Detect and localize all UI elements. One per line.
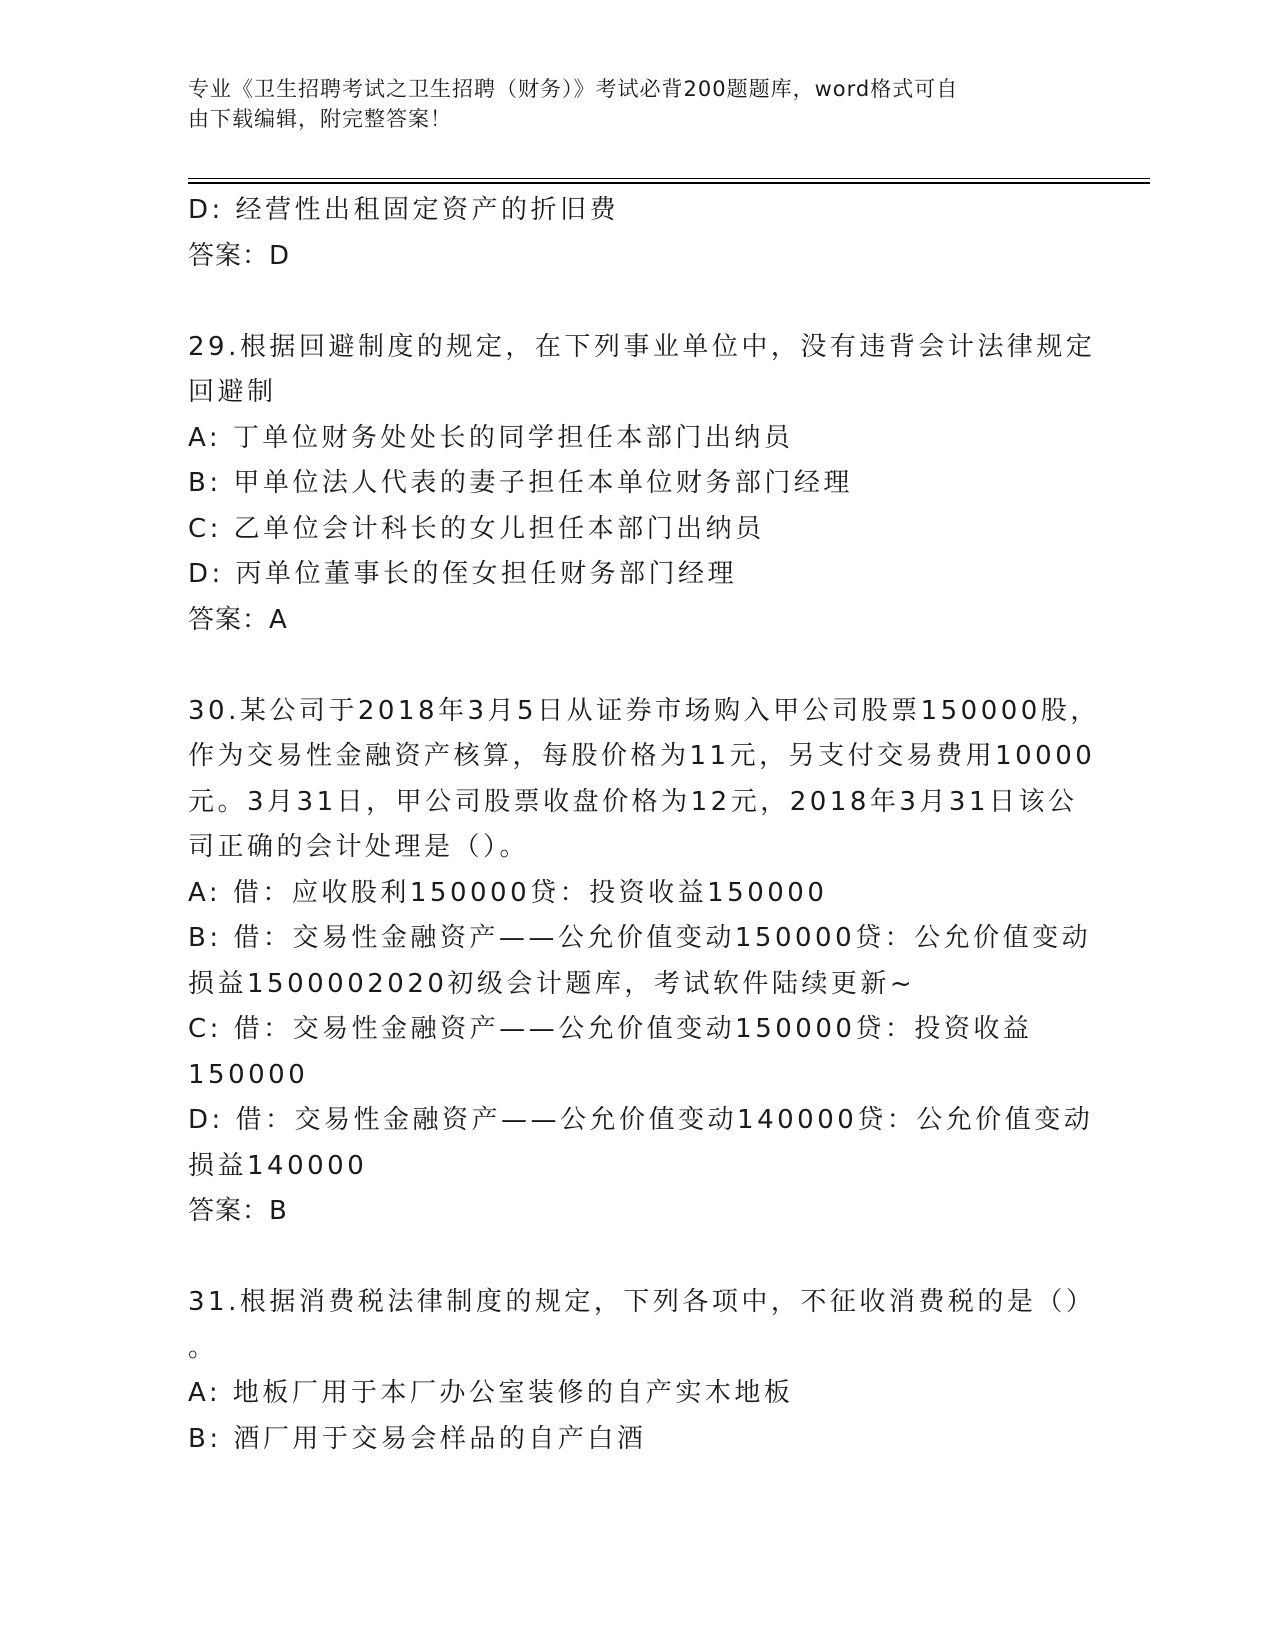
question-30-answer: 答案：B: [188, 1196, 288, 1226]
question-30-stem-line-2: 作为交易性金融资产核算，每股价格为11元，另支付交易费用10000: [188, 741, 1096, 771]
question-28-option-d: D: 经营性出租固定资产的折旧费: [188, 195, 620, 225]
question-31-stem-line-1: 31.根据消费税法律制度的规定，下列各项中，不征收消费税的是（）: [188, 1287, 1096, 1317]
question-28-tail: [188, 188, 1088, 279]
question-29-option-b: B: 甲单位法人代表的妻子担任本单位财务部门经理: [188, 468, 853, 498]
header-title-line-1: 专业《卫生招聘考试之卫生招聘（财务）》考试必背200题题库，word格式可自: [188, 77, 959, 101]
spacer: [188, 1235, 1088, 1281]
question-30-stem-line-4: 司正确的会计处理是（）。: [188, 832, 530, 862]
question-28-answer: 答案：D: [188, 240, 291, 271]
question-30-option-b-line-2: 损益1500002020初级会计题库，考试软件陆续更新~: [188, 968, 916, 999]
question-29-stem-line-2: 回避制: [188, 377, 277, 407]
question-30-stem-line-1: 30.某公司于2018年3月5日从证券市场购入甲公司股票150000股，: [188, 695, 1100, 726]
page-header: [188, 74, 1068, 134]
question-30-option-b-line-1: B: 借：交易性金融资产——公允价值变动150000贷：公允价值变动: [188, 923, 1092, 953]
header-divider-thick: [188, 182, 1150, 184]
question-30-option-c-line-1: C: 借：交易性金融资产——公允价值变动150000贷：投资收益: [188, 1014, 1033, 1044]
question-30-option-c-line-2: 150000: [188, 1059, 309, 1090]
question-29: [188, 325, 1096, 644]
spacer: [188, 643, 1088, 689]
spacer: [188, 279, 1088, 325]
question-29-stem-line-1: 29.根据回避制度的规定，在下列事业单位中，没有违背会计法律规定: [188, 331, 1096, 362]
question-29-answer: 答案：A: [188, 604, 288, 635]
question-31: [188, 1280, 1096, 1462]
question-29-option-d: D: 丙单位董事长的侄女担任财务部门经理: [188, 559, 738, 589]
question-content: [188, 188, 1100, 1462]
question-31-stem-line-2: 。: [188, 1332, 218, 1363]
question-30-option-d-line-2: 损益140000: [188, 1150, 368, 1181]
question-30-option-a: A: 借：应收股利150000贷：投资收益150000: [188, 877, 828, 908]
question-30-stem-line-3: 元。3月31日，甲公司股票收盘价格为12元，2018年3月31日该公: [188, 786, 1078, 817]
question-29-option-c: C: 乙单位会计科长的女儿担任本部门出纳员: [188, 513, 765, 544]
question-31-option-b: B: 酒厂用于交易会样品的自产白酒: [188, 1423, 647, 1454]
question-31-option-a: A: 地板厂用于本厂办公室装修的自产实木地板: [188, 1378, 794, 1408]
question-30: [188, 689, 1100, 1235]
question-30-option-d-line-1: D: 借：交易性金融资产——公允价值变动140000贷：公允价值变动: [188, 1105, 1094, 1135]
header-title-line-2: 由下载编辑，附完整答案！: [188, 107, 452, 131]
header-divider-thin: [188, 178, 1150, 179]
question-29-option-a: A: 丁单位财务处处长的同学担任本部门出纳员: [188, 422, 794, 453]
